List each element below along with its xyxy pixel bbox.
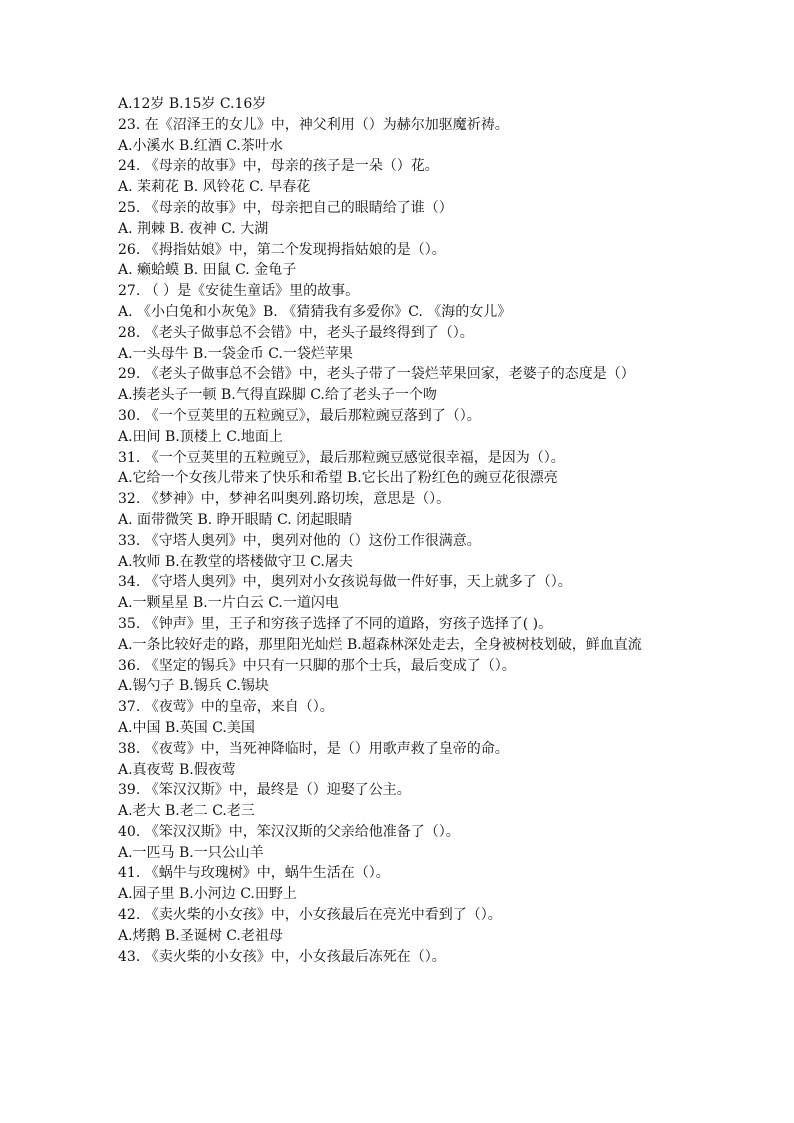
question-28: 28. 《老头子做事总不会错》中，老头子最终得到了（）。 (118, 324, 474, 341)
question-35: 35. 《钟声》里，王子和穷孩子选择了不同的道路，穷孩子选择了( )。 (118, 615, 553, 632)
answer-options-39: A.老大 B.老二 C.老三 (118, 803, 255, 820)
answer-options-36: A.锡勺子 B.锡兵 C.锡块 (118, 678, 269, 695)
answer-options-41: A.园子里 B.小河边 C.田野上 (118, 886, 297, 903)
question-41: 41. 《蜗牛与玫瑰树》中，蜗牛生活在（）。 (118, 865, 390, 882)
answer-options-23: A.小溪水 B.红酒 C.茶叶水 (118, 137, 283, 154)
question-36: 36. 《坚定的锡兵》中只有一只脚的那个士兵，最后变成了（）。 (118, 657, 516, 674)
answer-options-38: A.真夜莺 B.假夜莺 (118, 761, 236, 778)
answer-options-40: A.一匹马 B.一只公山羊 (118, 844, 264, 861)
answer-options-31: A.它给一个女孩儿带来了快乐和希望 B.它长出了粉红色的豌豆花很漂亮 (118, 470, 558, 487)
question-32: 32. 《梦神》中，梦神名叫奥列.路切埃，意思是（）。 (118, 491, 451, 508)
question-31: 31. 《一个豆荚里的五粒豌豆》，最后那粒豌豆感觉很幸福，是因为（）。 (118, 449, 565, 466)
answer-options-25: A. 荆棘 B. 夜神 C. 大湖 (118, 220, 269, 237)
answer-options-33: A.牧师 B.在教堂的塔楼做守卫 C.屠夫 (118, 553, 353, 570)
question-29: 29. 《老头子做事总不会错》中，老头子带了一袋烂苹果回家，老婆子的态度是（） (118, 366, 635, 383)
answer-options-37: A.中国 B.英国 C.美国 (118, 719, 255, 736)
question-34: 34. 《守塔人奥列》中，奥列对小女孩说每做一件好事，天上就多了（）。 (118, 574, 572, 591)
question-27: 27. （ ）是《安徒生童话》里的故事。 (118, 283, 360, 300)
question-37: 37. 《夜莺》中的皇帝，来自（）。 (118, 699, 334, 716)
answer-options-24: A. 茉莉花 B. 风铃花 C. 早春花 (118, 179, 311, 196)
question-43: 43. 《卖火柴的小女孩》中，小女孩最后冻死在（）。 (118, 948, 446, 965)
question-39: 39. 《笨汉汉斯》中，最终是（）迎娶了公主。 (118, 782, 411, 799)
answer-options-29: A.揍老头子一顿 B.气得直跺脚 C.给了老头子一个吻 (118, 387, 437, 404)
answer-options-35: A.一条比较好走的路，那里阳光灿烂 B.超森林深处走去，全身被树枝划破，鲜血直流 (118, 636, 642, 653)
question-38: 38. 《夜莺》中，当死神降临时，是（）用歌声救了皇帝的命。 (118, 740, 509, 757)
question-23: 23. 在《沼泽王的女儿》中，神父利用（）为赫尔加驱魔祈祷。 (118, 116, 509, 133)
answer-options-22: A.12岁 B.15岁 C.16岁 (118, 96, 267, 112)
document-page (118, 94, 678, 967)
question-30: 30. 《一个豆荚里的五粒豌豆》，最后那粒豌豆落到了（）。 (118, 407, 481, 424)
answer-options-26: A. 癞蛤蟆 B. 田鼠 C. 金龟子 (118, 262, 297, 279)
question-24: 24. 《母亲的故事》中，母亲的孩子是一朵（）花。 (118, 158, 439, 175)
question-25: 25. 《母亲的故事》中，母亲把自己的眼睛给了谁（） (118, 199, 453, 216)
question-33: 33. 《守塔人奥列》中，奥列对他的（）这份工作很满意。 (118, 532, 481, 549)
question-40: 40. 《笨汉汉斯》中，笨汉汉斯的父亲给他准备了（）。 (118, 823, 460, 840)
answer-options-32: A. 面带微笑 B. 睁开眼睛 C. 闭起眼睛 (118, 511, 353, 528)
answer-options-42: A.烤鹅 B.圣诞树 C.老祖母 (118, 927, 283, 944)
answer-options-27: A. 《小白兔和小灰兔》B. 《猜猜我有多爱你》C. 《海的女儿》 (118, 303, 512, 320)
question-42: 42. 《卖火柴的小女孩》中，小女孩最后在亮光中看到了（）。 (118, 907, 502, 924)
answer-options-34: A.一颗星星 B.一片白云 C.一道闪电 (118, 595, 339, 612)
answer-options-30: A.田间 B.顶楼上 C.地面上 (118, 428, 283, 445)
question-26: 26. 《拇指姑娘》中，第二个发现拇指姑娘的是（）。 (118, 241, 446, 258)
answer-options-28: A.一头母牛 B.一袋金币 C.一袋烂苹果 (118, 345, 353, 362)
